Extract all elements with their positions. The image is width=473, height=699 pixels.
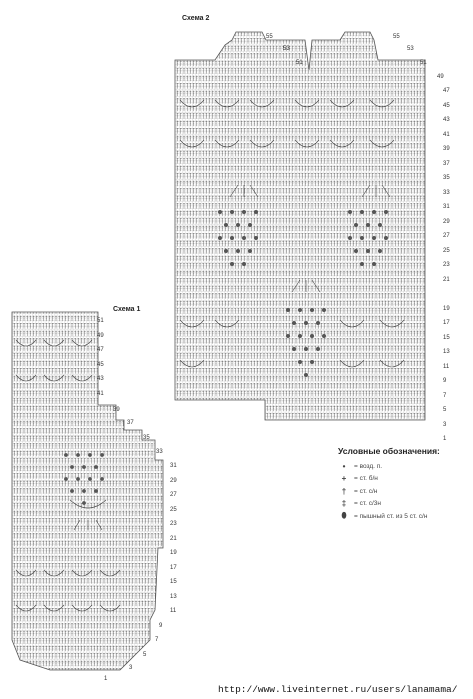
scheme-2-grid bbox=[170, 25, 430, 425]
row-number: 37 bbox=[443, 161, 450, 167]
row-number: 7 bbox=[155, 637, 159, 643]
row-number: 17 bbox=[443, 320, 450, 326]
row-number: 37 bbox=[127, 420, 134, 426]
row-number: 1 bbox=[104, 676, 108, 682]
row-number: 51 bbox=[420, 60, 427, 66]
row-number: 53 bbox=[283, 46, 290, 52]
row-number: 43 bbox=[443, 117, 450, 123]
row-number: 3 bbox=[129, 665, 133, 671]
scheme-2-title: Схема 2 bbox=[182, 15, 210, 22]
legend-title: Условные обозначения: bbox=[338, 446, 440, 456]
legend-label: = возд. п. bbox=[354, 462, 383, 470]
row-number: 21 bbox=[443, 277, 450, 283]
treble-crochet-icon: ‡ bbox=[341, 499, 347, 509]
row-number: 25 bbox=[170, 507, 177, 513]
row-number: 1 bbox=[443, 436, 447, 442]
row-number: 19 bbox=[170, 550, 177, 556]
row-number: 47 bbox=[443, 88, 450, 94]
row-number: 23 bbox=[170, 521, 177, 527]
chain-stitch-icon: • bbox=[342, 461, 346, 471]
single-crochet-icon: + bbox=[341, 474, 347, 484]
row-number: 9 bbox=[159, 623, 163, 629]
row-number: 31 bbox=[170, 463, 177, 469]
row-number: 3 bbox=[443, 422, 447, 428]
legend-item bbox=[338, 498, 468, 511]
row-number: 29 bbox=[170, 478, 177, 484]
row-number: 27 bbox=[443, 233, 450, 239]
legend-label: = пышный ст. из 5 ст. с/н bbox=[354, 512, 428, 520]
row-number: 39 bbox=[113, 407, 120, 413]
row-number: 31 bbox=[443, 204, 450, 210]
row-number: 17 bbox=[170, 565, 177, 571]
row-number: 45 bbox=[443, 103, 450, 109]
row-number: 7 bbox=[443, 393, 447, 399]
legend-label: = ст. с/н bbox=[354, 487, 378, 495]
row-number: 5 bbox=[143, 652, 147, 658]
scheme-1-grid bbox=[8, 308, 168, 678]
row-number: 47 bbox=[97, 347, 104, 353]
row-number: 27 bbox=[170, 492, 177, 498]
watermark-url: http://www.liveinternet.ru/users/lanamama/ bbox=[218, 684, 458, 695]
stitch-legend bbox=[338, 446, 468, 523]
row-number: 11 bbox=[170, 608, 177, 614]
row-number: 51 bbox=[296, 60, 303, 66]
row-number: 9 bbox=[443, 378, 447, 384]
row-number: 55 bbox=[393, 34, 400, 40]
row-number: 55 bbox=[266, 34, 273, 40]
row-number: 43 bbox=[97, 376, 104, 382]
row-number: 51 bbox=[97, 318, 104, 324]
row-number: 33 bbox=[156, 449, 163, 455]
row-number: 13 bbox=[170, 594, 177, 600]
row-number: 29 bbox=[443, 219, 450, 225]
row-number: 49 bbox=[437, 74, 444, 80]
scheme-1-title: Схема 1 bbox=[113, 306, 141, 313]
double-crochet-icon: † bbox=[341, 486, 347, 496]
row-number: 21 bbox=[170, 536, 177, 542]
legend-item bbox=[338, 485, 468, 498]
legend-label: = ст. с/3н bbox=[354, 500, 381, 508]
legend-item bbox=[338, 460, 468, 473]
row-number: 35 bbox=[143, 435, 150, 441]
row-number: 11 bbox=[443, 364, 450, 370]
popcorn-stitch-icon: ⬮ bbox=[341, 511, 347, 521]
row-number: 41 bbox=[97, 391, 104, 397]
row-number: 25 bbox=[443, 248, 450, 254]
legend-item bbox=[338, 510, 468, 523]
row-number: 45 bbox=[97, 362, 104, 368]
row-number: 41 bbox=[443, 132, 450, 138]
row-number: 49 bbox=[97, 333, 104, 339]
row-number: 15 bbox=[443, 335, 450, 341]
row-number: 23 bbox=[443, 262, 450, 268]
row-number: 19 bbox=[443, 306, 450, 312]
row-number: 33 bbox=[443, 190, 450, 196]
row-number: 35 bbox=[443, 175, 450, 181]
row-number: 5 bbox=[443, 407, 447, 413]
legend-item bbox=[338, 473, 468, 486]
row-number: 13 bbox=[443, 349, 450, 355]
legend-label: = ст. б/н bbox=[354, 475, 378, 483]
row-number: 39 bbox=[443, 146, 450, 152]
row-number: 53 bbox=[407, 46, 414, 52]
row-number: 15 bbox=[170, 579, 177, 585]
